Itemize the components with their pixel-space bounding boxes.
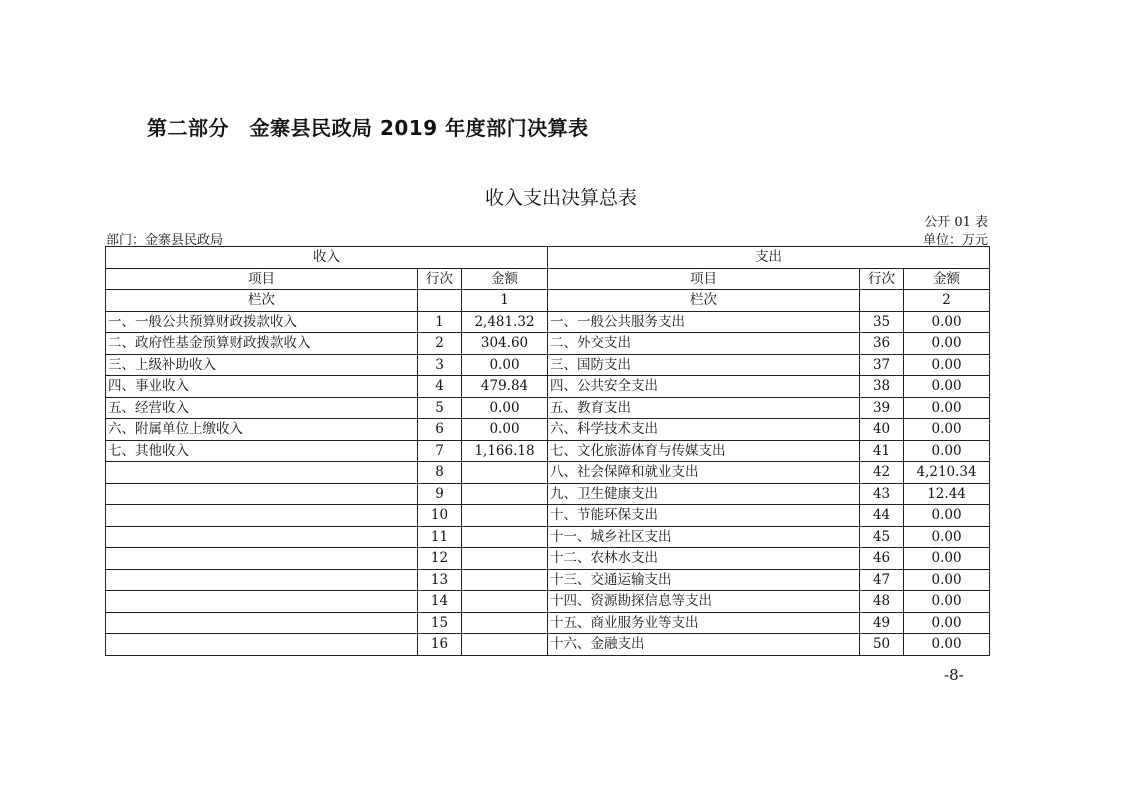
table-row [106, 526, 990, 548]
expense-amount-cell: 0.00 [904, 397, 990, 419]
table-row [106, 376, 990, 398]
expense-item-cell: 十、节能环保支出 [548, 505, 860, 527]
income-item-cell [106, 634, 418, 656]
income-line-cell: 11 [418, 526, 462, 548]
expense-amount-cell: 0.00 [904, 505, 990, 527]
table-row [106, 569, 990, 591]
expense-line-cell: 42 [860, 462, 904, 484]
expense-line-cell: 48 [860, 591, 904, 613]
income-item-cell [106, 483, 418, 505]
expense-line-cell: 45 [860, 526, 904, 548]
expense-amount-cell: 0.00 [904, 612, 990, 634]
table-row [106, 612, 990, 634]
header-row-columns [106, 268, 990, 290]
income-line-cell: 6 [418, 419, 462, 441]
income-item-cell [106, 591, 418, 613]
income-amount-cell: 2,481.32 [462, 311, 548, 333]
table-row [106, 311, 990, 333]
income-item-cell [106, 569, 418, 591]
income-amount-header: 金额 [462, 268, 548, 290]
expense-line-cell: 38 [860, 376, 904, 398]
income-amount-cell [462, 612, 548, 634]
income-item-cell [106, 548, 418, 570]
income-item-header: 项目 [106, 268, 418, 290]
income-amount-cell [462, 505, 548, 527]
table-row [106, 462, 990, 484]
expense-line-cell: 49 [860, 612, 904, 634]
department-label: 部门：金寨县民政局 [106, 233, 224, 248]
form-number: 公开 01 表 [924, 215, 988, 230]
table-body [106, 247, 990, 656]
expense-item-cell: 七、文化旅游体育与传媒支出 [548, 440, 860, 462]
table-title: 收入支出决算总表 [484, 187, 637, 209]
expense-line-cell: 39 [860, 397, 904, 419]
table-row [106, 548, 990, 570]
income-line-cell: 8 [418, 462, 462, 484]
expense-amount-header: 金额 [904, 268, 990, 290]
expense-item-cell: 一、一般公共服务支出 [548, 311, 860, 333]
expense-line-header: 行次 [860, 268, 904, 290]
expense-line-cell: 41 [860, 440, 904, 462]
income-amount-cell: 0.00 [462, 397, 548, 419]
expense-item-header: 项目 [548, 268, 860, 290]
income-item-cell: 七、其他收入 [106, 440, 418, 462]
header-row-sections [106, 247, 990, 269]
page-number: -8- [944, 666, 964, 684]
expense-amount-cell: 0.00 [904, 354, 990, 376]
income-amount-cell: 0.00 [462, 354, 548, 376]
income-line-cell: 3 [418, 354, 462, 376]
income-amount-cell [462, 483, 548, 505]
expense-amount-cell: 0.00 [904, 440, 990, 462]
expense-item-cell: 十三、交通运输支出 [548, 569, 860, 591]
income-amount-cell: 479.84 [462, 376, 548, 398]
expense-item-cell: 三、国防支出 [548, 354, 860, 376]
expense-item-cell: 六、科学技术支出 [548, 419, 860, 441]
table-row [106, 440, 990, 462]
expense-amount-cell: 0.00 [904, 591, 990, 613]
income-line-cell: 10 [418, 505, 462, 527]
income-line-cell: 9 [418, 483, 462, 505]
expense-column-label: 栏次 [548, 290, 860, 312]
expense-item-cell: 十六、金融支出 [548, 634, 860, 656]
income-amount-cell [462, 548, 548, 570]
expense-line-cell: 40 [860, 419, 904, 441]
table-row [106, 354, 990, 376]
income-item-cell [106, 526, 418, 548]
expense-item-cell: 二、外交支出 [548, 333, 860, 355]
expense-line-cell: 50 [860, 634, 904, 656]
income-line-cell: 5 [418, 397, 462, 419]
expense-item-cell: 九、卫生健康支出 [548, 483, 860, 505]
header-row-column-numbers [106, 290, 990, 312]
income-item-cell [106, 612, 418, 634]
expense-amount-cell: 0.00 [904, 376, 990, 398]
table-row [106, 591, 990, 613]
expense-amount-cell: 0.00 [904, 569, 990, 591]
income-column-label: 栏次 [106, 290, 418, 312]
expense-item-cell: 十四、资源勘探信息等支出 [548, 591, 860, 613]
income-item-cell [106, 462, 418, 484]
income-line-cell: 13 [418, 569, 462, 591]
income-item-cell: 五、经营收入 [106, 397, 418, 419]
expense-amount-cell: 0.00 [904, 311, 990, 333]
expense-item-cell: 十一、城乡社区支出 [548, 526, 860, 548]
expense-amount-cell: 4,210.34 [904, 462, 990, 484]
expense-amount-cell: 0.00 [904, 634, 990, 656]
income-amount-cell [462, 591, 548, 613]
table-row [106, 397, 990, 419]
expense-line-cell: 35 [860, 311, 904, 333]
income-item-cell: 一、一般公共预算财政拨款收入 [106, 311, 418, 333]
expense-item-cell: 十二、农林水支出 [548, 548, 860, 570]
expense-header: 支出 [548, 247, 990, 269]
income-amount-cell [462, 634, 548, 656]
expense-item-cell: 十五、商业服务业等支出 [548, 612, 860, 634]
income-amount-cell [462, 526, 548, 548]
table-row [106, 505, 990, 527]
income-line-cell: 15 [418, 612, 462, 634]
income-item-cell: 二、政府性基金预算财政拨款收入 [106, 333, 418, 355]
income-line-cell: 2 [418, 333, 462, 355]
income-amount-cell: 0.00 [462, 419, 548, 441]
income-line-header: 行次 [418, 268, 462, 290]
income-line-cell: 1 [418, 311, 462, 333]
section-title: 第二部分 金寨县民政局 2019 年度部门决算表 [147, 116, 589, 140]
income-expense-table [105, 246, 990, 656]
expense-item-cell: 四、公共安全支出 [548, 376, 860, 398]
expense-line-cell: 36 [860, 333, 904, 355]
income-amount-cell: 1,166.18 [462, 440, 548, 462]
income-column-blank [418, 290, 462, 312]
income-header: 收入 [106, 247, 548, 269]
expense-column-blank [860, 290, 904, 312]
income-amount-cell [462, 462, 548, 484]
income-line-cell: 14 [418, 591, 462, 613]
income-line-cell: 16 [418, 634, 462, 656]
table-row [106, 634, 990, 656]
income-line-cell: 7 [418, 440, 462, 462]
income-item-cell: 六、附属单位上缴收入 [106, 419, 418, 441]
income-item-cell [106, 505, 418, 527]
table-row [106, 483, 990, 505]
table-row [106, 419, 990, 441]
expense-line-cell: 46 [860, 548, 904, 570]
expense-column-number: 2 [904, 290, 990, 312]
income-item-cell: 三、上级补助收入 [106, 354, 418, 376]
expense-line-cell: 43 [860, 483, 904, 505]
expense-line-cell: 44 [860, 505, 904, 527]
expense-amount-cell: 0.00 [904, 333, 990, 355]
expense-line-cell: 37 [860, 354, 904, 376]
expense-item-cell: 八、社会保障和就业支出 [548, 462, 860, 484]
expense-item-cell: 五、教育支出 [548, 397, 860, 419]
income-line-cell: 4 [418, 376, 462, 398]
expense-amount-cell: 0.00 [904, 548, 990, 570]
table-row [106, 333, 990, 355]
expense-amount-cell: 12.44 [904, 483, 990, 505]
income-column-number: 1 [462, 290, 548, 312]
expense-amount-cell: 0.00 [904, 526, 990, 548]
income-line-cell: 12 [418, 548, 462, 570]
income-amount-cell [462, 569, 548, 591]
expense-line-cell: 47 [860, 569, 904, 591]
expense-amount-cell: 0.00 [904, 419, 990, 441]
income-item-cell: 四、事业收入 [106, 376, 418, 398]
income-amount-cell: 304.60 [462, 333, 548, 355]
unit-label: 单位：万元 [922, 233, 988, 248]
